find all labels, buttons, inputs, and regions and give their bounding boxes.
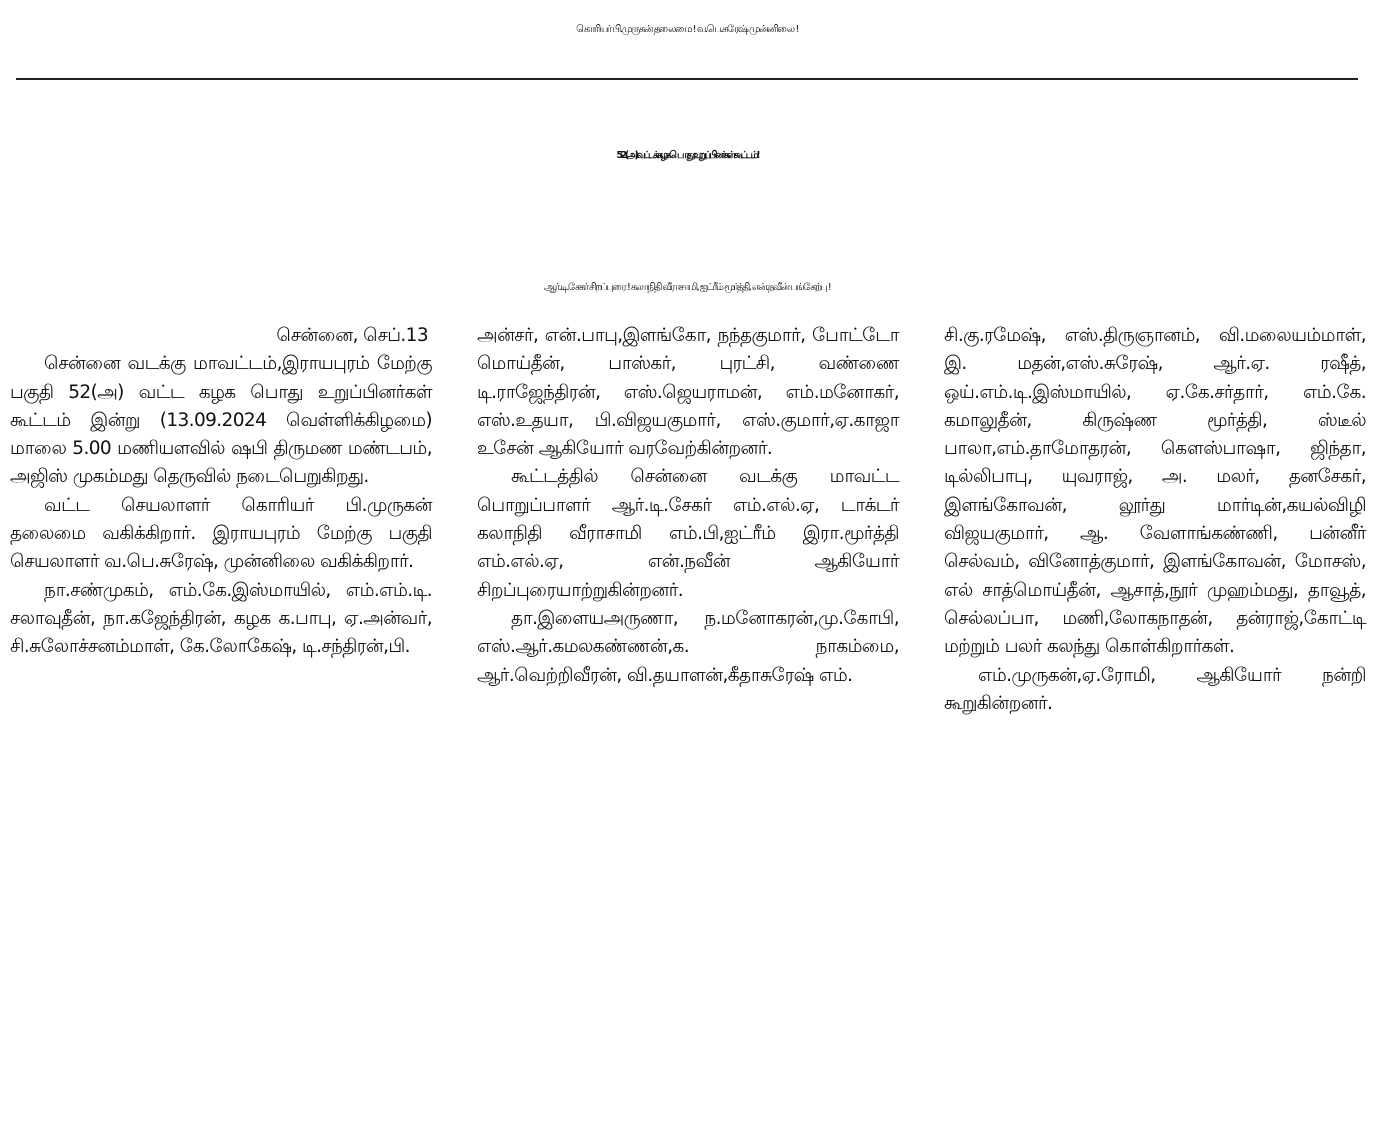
- paragraph: எம்.முருகன்,ஏ.ரோமி, ஆகியோர் நன்றி கூறுகின்றனர்.: [944, 664, 1366, 714]
- paragraph: சி.கு.ரமேஷ், எஸ்.திருஞானம், வி.மலையம்மாள், இ. மதன்,எஸ்.சுரேஷ், ஆர்.ஏ. ரஷீத், ஒய்.எம்.டி.இஸ்மாயில், ஏ.கே.சர்தார், எம்.கே. கமாலுதீன், கிருஷ்ண மூர்த்தி, ஸ்டீல் பாலா,எம்.தாமோதரன், கௌஸ்பாஷா, ஜிந்தா, டில்லிபாபு, யுவராஜ், அ. மலர், தனசேகர், இளங்கோவன், லூர்து மார்டின்,கயல்விழி விஜயகுமார், ஆ. வேளாங்கண்ணி, பன்னீர் செல்வம், வினோத்குமார், இளங்கோவன், மோசஸ், எல் சாத்மொய்தீன், ஆசாத்,நூர் முஹம்மது, தாவூத், செல்லப்பா, மணி,லோகநாதன், தன்ராஜ்,கோட்டி மற்றும் பலர் கலந்து கொள்கிறார்கள்.: [944, 325, 1366, 658]
- paragraph: சென்னை வடக்கு மாவட்டம்,இராயபுரம் மேற்கு பகுதி 52(அ) வட்ட கழக பொது உறுப்பினர்கள் கூட்டம் இன்று (13.09.2024 வெள்ளிக்கிழமை) மாலை 5.00 மணியளவில் ஷபி திருமண மண்டபம், அஜிஸ் முகம்மது தெருவில் நடைபெறுகிறது.: [10, 353, 432, 488]
- paragraph: கூட்டத்தில் சென்னை வடக்கு மாவட்ட பொறுப்பாளர் ஆர்.டி.சேகர் எம்.எல்.ஏ, டாக்டர் கலாநிதி வீராசாமி எம்.பி,ஐட்ரீம் இரா.மூர்த்தி எம்.எல்.ஏ, என்.நவீன் ஆகியோர் சிறப்புரையாற்றுகின்றனர்.: [477, 466, 899, 601]
- article-column-1: [10, 322, 432, 662]
- headline-divider: [16, 78, 1358, 80]
- paragraph: வட்ட செயலாளர் கொரியர் பி.முருகன் தலைமை வகிக்கிறார். இராயபுரம் மேற்கு பகுதி செயலாளர் வ.பெ.சுரேஷ், முன்னிலை வகிக்கிறார்.: [10, 494, 432, 573]
- sub-headline: ஆர்.டி.சேகர் சிறப்புரை ! கலாநிதி வீராசாமி, ஐட்ரீம் மூர்த்தி, என்.நவீன் பங்கேற்பு !: [543, 282, 831, 293]
- paragraph: அன்சர், என்.பாபு,இளங்கோ, நந்தகுமார், போட்டோ மொய்தீன், பாஸ்கர், புரட்சி, வண்ணை டி.ராஜேந்திரன், எஸ்.ஜெயராமன், எம்.மனோகர், எஸ்.உதயா, பி.விஜயகுமார், எஸ்.குமார்,ஏ.காஜா உசேன் ஆகியோர் வரவேற்கின்றனர்.: [477, 325, 899, 460]
- dateline: சென்னை, செப்.13: [276, 325, 428, 346]
- article-column-3: [944, 322, 1366, 718]
- paragraph: தா.இளையஅருணா, ந.மனோகரன்,மு.கோபி, எஸ்.ஆர்.கமலகண்ணன்,க. நாகம்மை, ஆர்.வெற்றிவீரன், வி.தயாளன்,கீதாசுரேஷ் எம்.: [477, 607, 899, 686]
- article-column-2: [477, 322, 899, 690]
- main-headline: 52 (அ) வட்டக் கழக பொது உறுப்பினர்கள் கூட்டம் !: [616, 150, 758, 161]
- kicker-headline: கொரியர் பி.முருகன் தலைமை ! வ.பெ.சுரேஷ் முன்னிலை !: [576, 24, 798, 35]
- paragraph: நா.சண்முகம், எம்.கே.இஸ்மாயில், எம்.எம்.டி. சலாவுதீன், நா.கஜேந்திரன், கழக க.பாபு, ஏ.அன்வர், சி.சுலோச்சனம்மாள், கே.லோகேஷ், டி.சந்திரன்,பி.: [10, 579, 432, 658]
